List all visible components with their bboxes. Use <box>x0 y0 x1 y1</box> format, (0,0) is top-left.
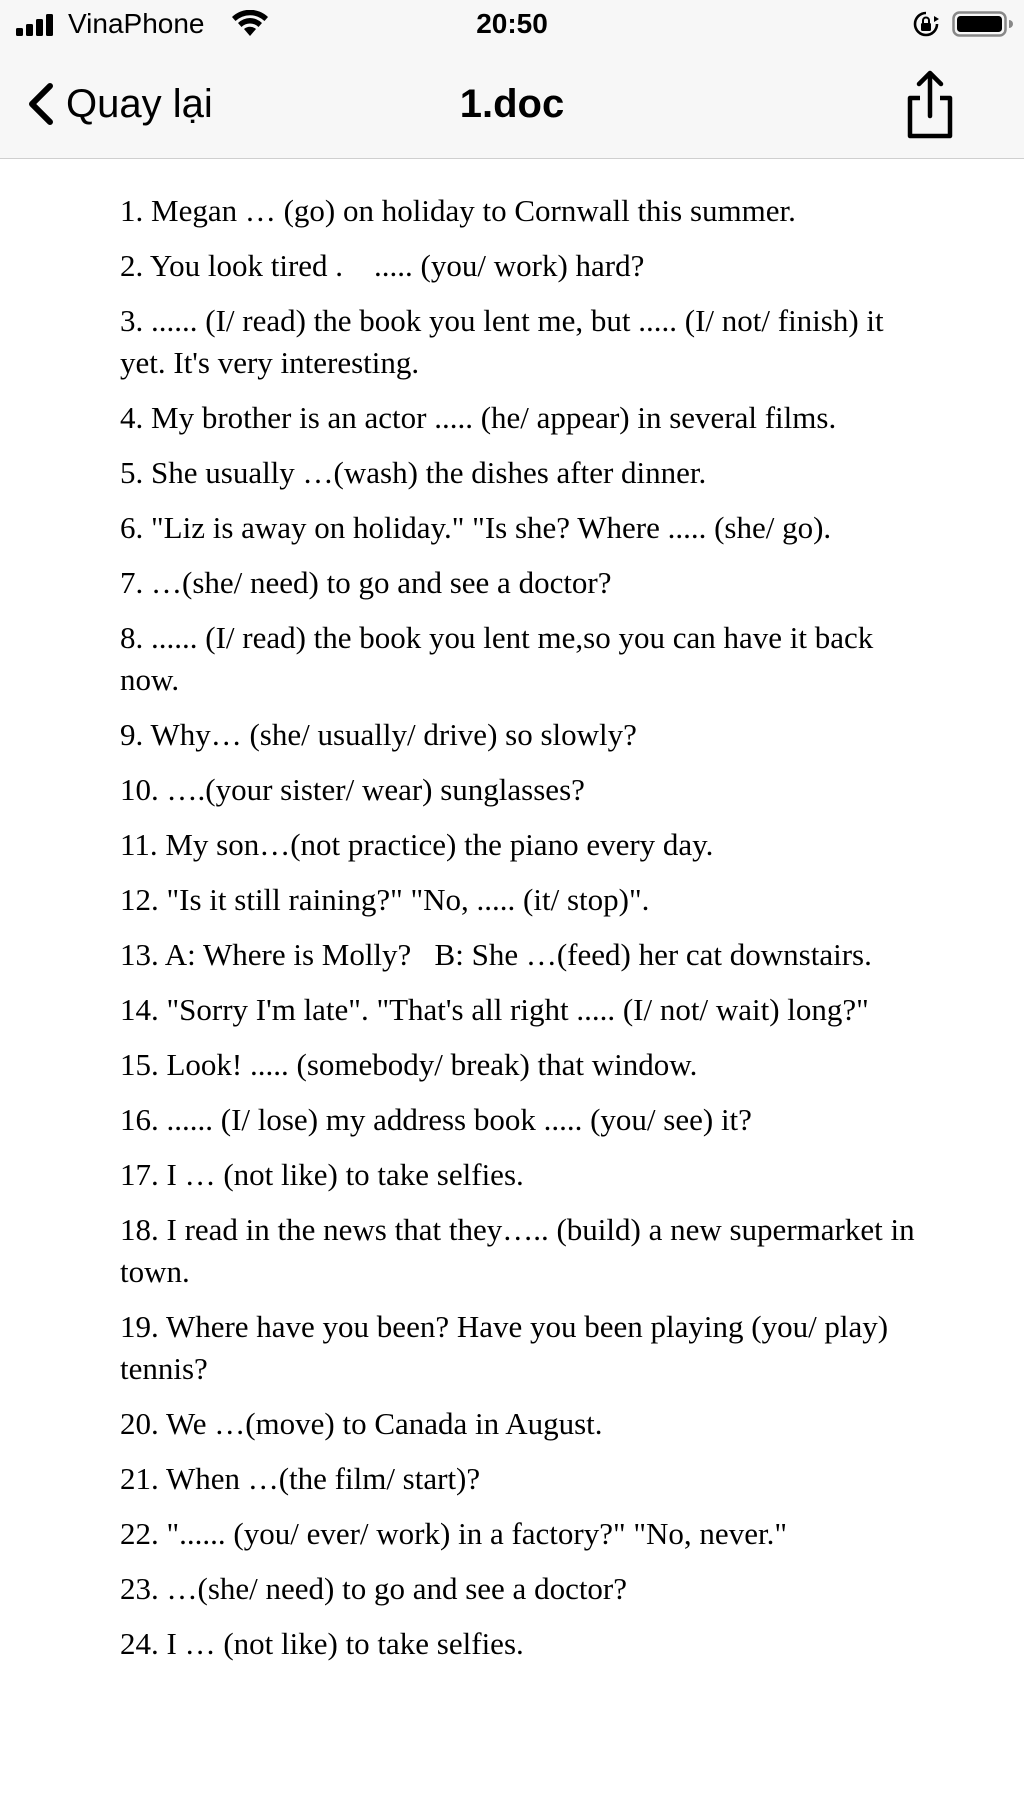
document-title: 1.doc <box>459 82 565 126</box>
exercise-line: 9. Why… (she/ usually/ drive) so slowly? <box>120 717 637 752</box>
chevron-left-icon <box>24 76 58 132</box>
back-button[interactable] <box>24 76 213 132</box>
share-icon <box>900 64 960 144</box>
exercise-line: 3. ...... (I/ read) the book you lent me, but ..... (I/ not/ finish) it yet. It's very interesting. <box>120 303 892 380</box>
exercise-line: 24. I … (not like) to take selfies. <box>120 1626 524 1661</box>
exercise-line: 1. Megan … (go) on holiday to Cornwall this summer. <box>120 193 796 228</box>
exercise-line: 10. ….(your sister/ wear) sunglasses? <box>120 772 585 807</box>
exercise-line: 6. "Liz is away on holiday." "Is she? Where ..... (she/ go). <box>120 510 832 545</box>
exercise-line: 17. I … (not like) to take selfies. <box>120 1157 524 1192</box>
exercise-line: 21. When …(the film/ start)? <box>120 1461 481 1496</box>
exercise-line: 16. ...... (I/ lose) my address book ..... (you/ see) it? <box>120 1102 752 1137</box>
exercise-line: 22. "...... (you/ ever/ work) in a factory?" "No, never." <box>120 1516 787 1551</box>
exercise-line: 13. A: Where is Molly? B: She …(feed) her cat downstairs. <box>120 937 872 972</box>
signal-icon <box>16 14 56 36</box>
navigation-bar <box>0 50 1024 159</box>
exercise-line: 14. "Sorry I'm late". "That's all right ..... (I/ not/ wait) long?" <box>120 992 869 1027</box>
exercise-line: 5. She usually …(wash) the dishes after dinner. <box>120 455 707 490</box>
status-bar <box>0 0 1024 50</box>
battery-icon <box>952 10 1014 38</box>
status-time: 20:50 <box>476 8 548 39</box>
exercise-line: 4. My brother is an actor ..... (he/ appear) in several films. <box>120 400 837 435</box>
share-button[interactable] <box>900 64 960 144</box>
exercise-line: 2. You look tired . ..... (you/ work) hard? <box>120 248 645 283</box>
exercise-line: 15. Look! ..... (somebody/ break) that window. <box>120 1047 698 1082</box>
rotation-lock-icon <box>912 10 940 38</box>
exercise-line: 7. …(she/ need) to go and see a doctor? <box>120 565 612 600</box>
exercise-line: 18. I read in the news that they….. (build) a new supermarket in town. <box>120 1212 923 1289</box>
exercise-line: 12. "Is it still raining?" "No, ..... (it/ stop)". <box>120 882 650 917</box>
document-body <box>120 190 923 1678</box>
back-label: Quay lại <box>66 82 213 126</box>
exercise-line: 8. ...... (I/ read) the book you lent me,so you can have it back now. <box>120 620 881 697</box>
exercise-line: 11. My son…(not practice) the piano every day. <box>120 827 714 862</box>
wifi-icon <box>230 10 270 38</box>
exercise-line: 23. …(she/ need) to go and see a doctor? <box>120 1571 628 1606</box>
exercise-line: 20. We …(move) to Canada in August. <box>120 1406 603 1441</box>
exercise-line: 19. Where have you been? Have you been playing (you/ play) tennis? <box>120 1309 896 1386</box>
carrier-name: VinaPhone <box>68 8 205 39</box>
